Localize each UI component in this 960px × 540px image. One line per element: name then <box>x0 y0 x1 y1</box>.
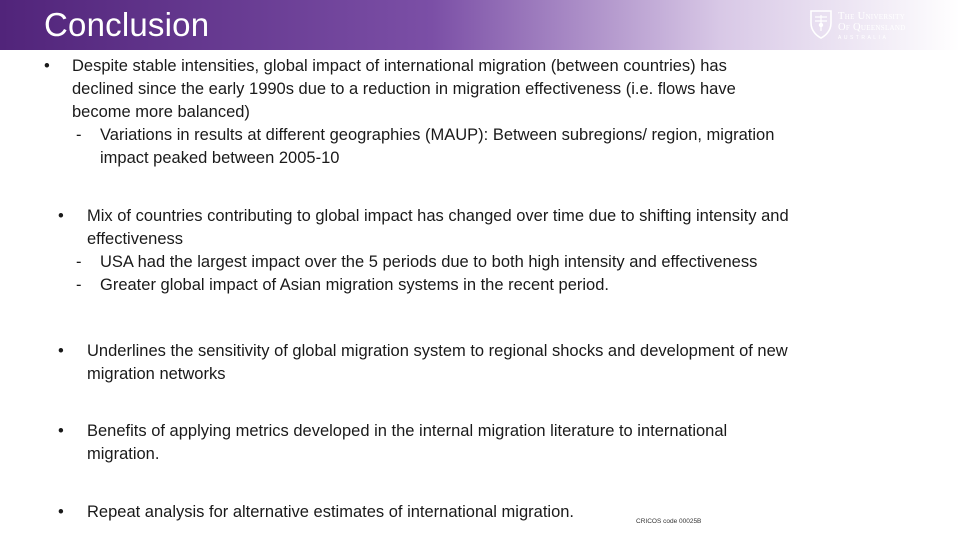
logo-text-line1: The University <box>838 11 906 22</box>
sub-bullet-dash: - <box>76 126 82 144</box>
logo-text-line3: AUSTRALIA <box>838 35 889 41</box>
bullet-text: become more balanced) <box>72 103 250 121</box>
bullet-text: Benefits of applying metrics developed in the internal migration literature to international <box>87 422 728 440</box>
bullet-marker: • <box>58 207 64 225</box>
bullet-marker: • <box>58 503 64 521</box>
bullet-text: effectiveness <box>87 230 184 248</box>
bullet-text: migration networks <box>87 365 226 383</box>
bullet-marker: • <box>44 57 50 75</box>
bullet-text: Mix of countries contributing to global impact has changed over time due to shifting intensity and <box>87 207 789 225</box>
sub-bullet-dash: - <box>76 253 82 271</box>
bullet-marker: • <box>58 342 64 360</box>
cricos-code: CRICOS code 00025B <box>636 518 702 525</box>
bullet-marker: • <box>58 422 64 440</box>
bullet-text: Underlines the sensitivity of global migration system to regional shocks and development of new <box>87 342 788 360</box>
sub-bullet-text: Greater global impact of Asian migration systems in the recent period. <box>100 276 609 294</box>
bullet-text: Despite stable intensities, global impact of international migration (between countries) has <box>72 57 727 75</box>
sub-bullet-text: USA had the largest impact over the 5 periods due to both high intensity and effectiveness <box>100 253 758 271</box>
bullet-text: Repeat analysis for alternative estimates of international migration. <box>87 503 574 521</box>
logo-text-line2: Of Queensland <box>838 22 906 33</box>
bullet-text: declined since the early 1990s due to a reduction in migration effectiveness (i.e. flows have <box>72 80 736 98</box>
bullet-text: migration. <box>87 445 160 463</box>
sub-bullet-text: Variations in results at different geographies (MAUP): Between subregions/ region, migration <box>100 126 775 144</box>
sub-bullet-dash: - <box>76 276 82 294</box>
sub-bullet-text: impact peaked between 2005-10 <box>100 149 340 167</box>
slide-title: Conclusion <box>44 6 210 43</box>
